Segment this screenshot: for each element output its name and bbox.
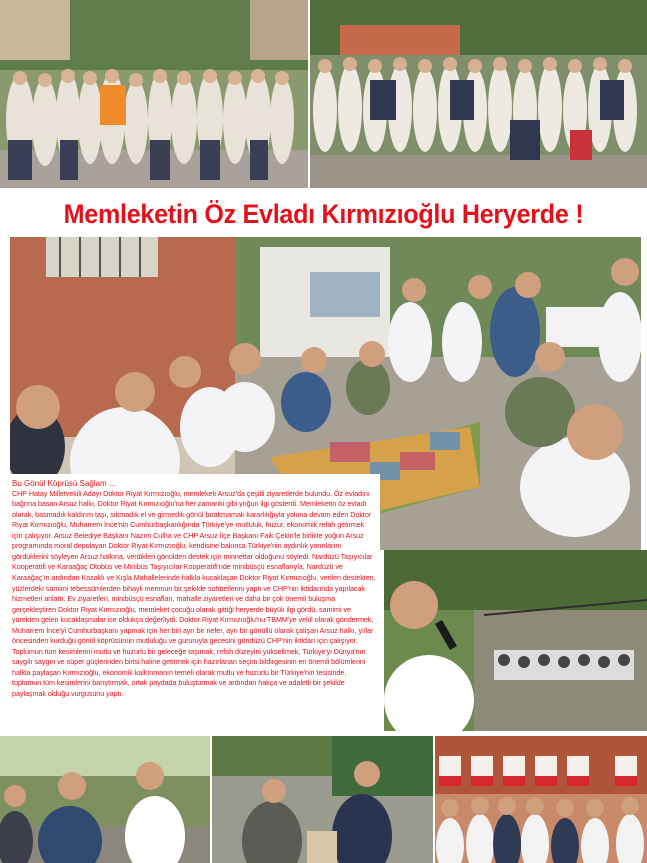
article-text-box: [10, 474, 380, 732]
headline: Memleketin Öz Evladı Kırmızıoğlu Heryerde !: [63, 199, 584, 229]
photo-bottom-handshake-middle: [212, 736, 433, 863]
article-subtitle: Bu Gönül Köprüsü Sağlam ...: [12, 479, 116, 488]
photo-bottom-handshake-left: [0, 736, 210, 863]
photo-bottom-seated-posters: [435, 736, 647, 863]
photo-top-left-group: [0, 0, 308, 188]
article-body: CHP Hatay Milletvekili Adayı Doktor Riyat Kırmızıoğlu, memleketi Arsuz'da çeşitli ziyaretlerde bulundu. Öz evladını bağrına basan Arsuz halkı, Doktor Riyat Kırmızıoğlu'na her zamanki gibi yoğun ilgi gösterdi. Memleketin öz evladı olarak, basmadık kaldırım taşı, sıkmadık el ve girmedik gönül bırakmamak kararlılığıyla yoluna devam eden Doktor Riyat Kırmızıoğlu, Muharrem İnce'nin Cumhurbaşkanlığında Türkiye'ye mutluluk, huzur, ekonomik refah getirmek için çalışıyor. Arsuz Belediye Başkanı Nazım Culha ve CHP Arsuz İlçe Başkanı Faik Çekin'le birlikte yoğun Arsuz programında moral depolayan Doktor Riyat Kırmızıoğlu, kendisine bakınca Türkiye'nin aydınlık yarınlarını gördüklerini söyleyen Arsuz halkına, verdikleri gönülden destek için minnettar olduğunu söyledi. Nardüzü Taşıyıcılar Kooperatifi ve Karaağaç Otobüs ve Minibüs Taşıyıcılar Kooperatifi'nde minibüsçü esnaflarıyla, Nardüzü ve Karaağaç'ın ardından Kozaklı ve Kışla Mahallelerinde halkla kucaklaşan Doktor Riyat Kırmızıoğlu, verilen destekten, yüzlerdeki samimi tebessümlerden bihayli memnun bir şekilde sohbetlerini yaptı ve CHP'nin iktidarında yapılacak hizmetleri anlattı. Ev ziyaretleri, minibüsçü esnafları, mahalle ziyaretleri ve daha bir çok önemli buluşma gerçekleştiren Doktor Riyat Kırmızıoğlu, memleket çocuğu olarak gittiği heryerde büyük ilgi gördü, samimi ve yürekten gelen kucaklaşmalar ise oldukça değerliydi. Doktor Riyat Kırmızıoğlu'nu TBMM'ye vekil olarak göndermek, Muharrem İnce'yi Cumhurbaşkanı yapmak için her biri ayrı bir nefer, ayrı bir gönüllü olarak çalışan Arsuz halkı, yıllar öncesinden kurduğu gönül köprüsünün mutluluğu ve gururuyla gecesini gündüzü CHP'nin iktidarı için çalışıyor. Toplumun tüm kesimlerini mutlu ve huzurlu bir geleceğe taşımak, refah düzeyini yükseltmek, Türkiye'yi Dünya'nın saygılı saygın ve süper güçlerinden birisi haline getirmek için hazırlanan seçim bildirgesinin en önemli bölümlerini halkla paylaşan Kırmızıoğlu, ekonomik kalkınmanın temeli olarak mutlu ve huzurlu bir Türkiye'nin tesisinde, toplumun tüm kesimlerini barıştırmak, ortak paydada buluşturmak ve ardından hakça ve adaletli bir şekilde paylaşmak olduğu vurgusunu yaptı.: [12, 488, 376, 698]
photo-top-right-group: [310, 0, 647, 188]
photo-speech-microphone: [384, 550, 647, 731]
